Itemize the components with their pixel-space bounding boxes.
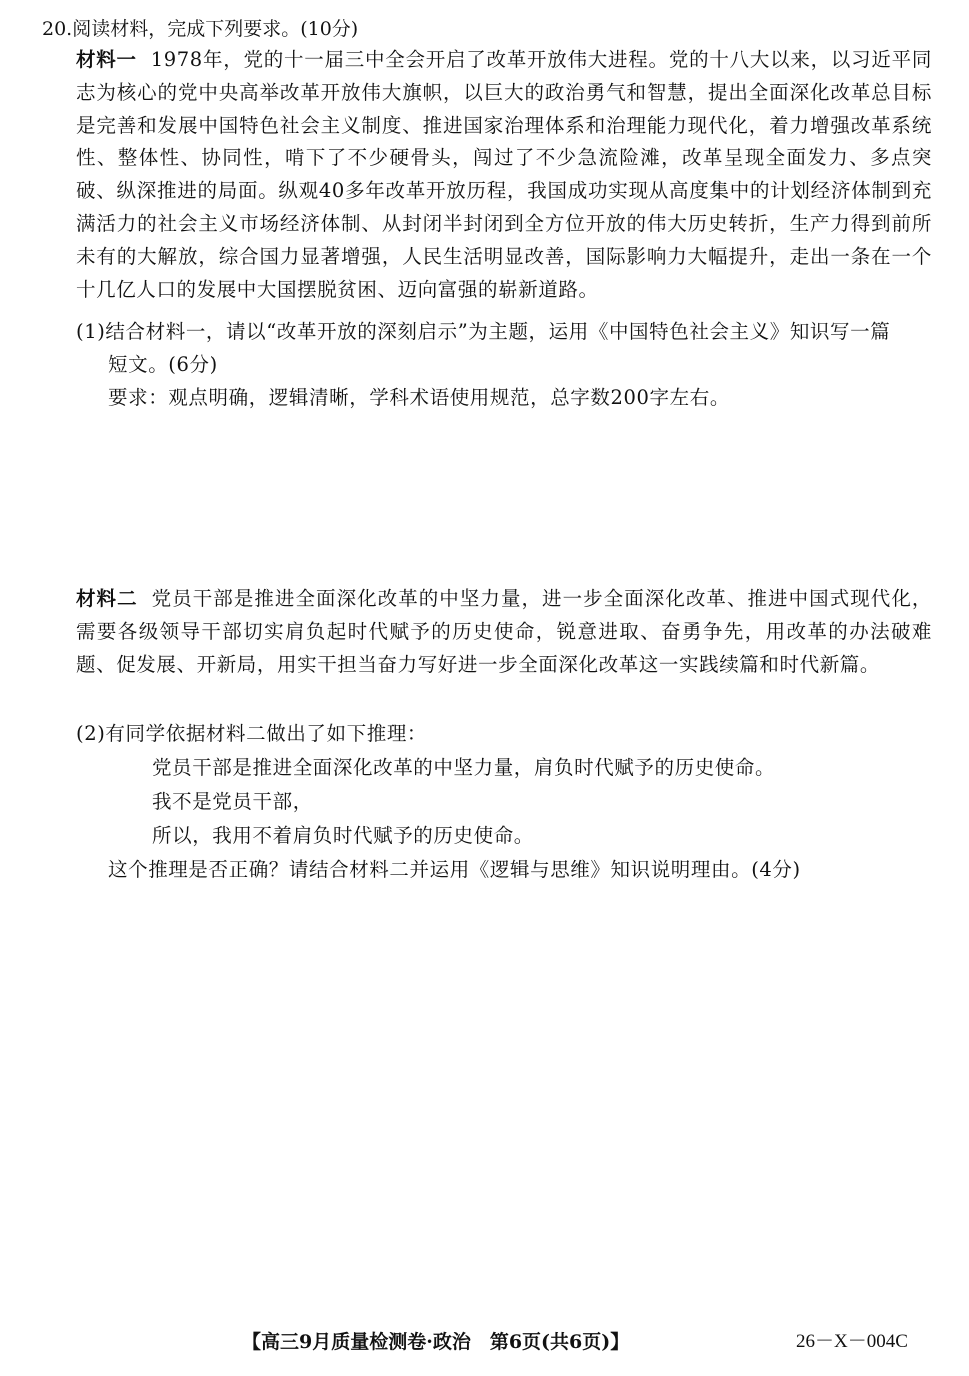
sub-question-one [76,316,932,382]
footer-title: 【高三9月质量检测卷·政治 第6页(共6页)】 [242,1331,630,1353]
material-two-text: 党员干部是推进全面深化改革的中坚力量，进一步全面深化改革、推进中国式现代化，需要各级领导干部切实肩负起时代赋予的历史使命，锐意进取、奋勇争先，用改革的办法破难题、促发展、开新局，用实干担当奋力写好进一步全面深化改革这一实践续篇和时代新篇。 [76,587,932,676]
material-one-text: 1978年，党的十一届三中全会开启了改革开放伟大进程。党的十八大以来，以习近平同志为核心的党中央高举改革开放伟大旗帜，以巨大的政治勇气和智慧，提出全面深化改革总目标是完善和发展中国特色社会主义制度、推进国家治理体系和治理能力现代化，着力增强改革系统性、整体性、协同性，啃下了不少硬骨头，闯过了不少急流险滩，改革呈现全面发力、多点突破、纵深推进的局面。纵观40多年改革开放历程，我国成功实现从高度集中的计划经济体制到充满活力的社会主义市场经济体制、从封闭半封闭到全方位开放的伟大历史转折，生产力得到前所未有的大解放，综合国力显著增强，人民生活明显改善，国际影响力大幅提升，走出一条在一个十几亿人口的发展中大国摆脱贫困、迈向富强的崭新道路。 [76,48,932,301]
material-two [76,583,932,681]
sub-question-two-ask: 这个推理是否正确？请结合材料二并运用《逻辑与思维》知识说明理由。(4分) [108,858,801,881]
question-title: 20.阅读材料，完成下列要求。(10分) [42,18,359,40]
material-two-label: 材料二 [76,587,138,610]
sub-question-one-line2: 短文。(6分) [108,352,218,376]
material-one [76,44,932,306]
sub-question-two-intro: (2)有同学依据材料二做出了如下推理： [76,722,428,745]
sub-question-one-requirement: 要求：观点明确，逻辑清晰，学科术语使用规范，总字数200字左右。 [108,386,730,409]
reasoning-premise-minor: 我不是党员干部， [152,790,313,813]
footer-code: 26－X－004C [796,1331,908,1352]
reasoning-premise-major: 党员干部是推进全面深化改革的中坚力量，肩负时代赋予的历史使命。 [152,756,776,779]
reasoning-conclusion: 所以，我用不着肩负时代赋予的历史使命。 [152,824,534,847]
sub-question-one-line1: (1)结合材料一，请以“改革开放的深刻启示”为主题，运用《中国特色社会主义》知识写一篇 [76,320,891,343]
material-one-label: 材料一 [76,48,137,71]
